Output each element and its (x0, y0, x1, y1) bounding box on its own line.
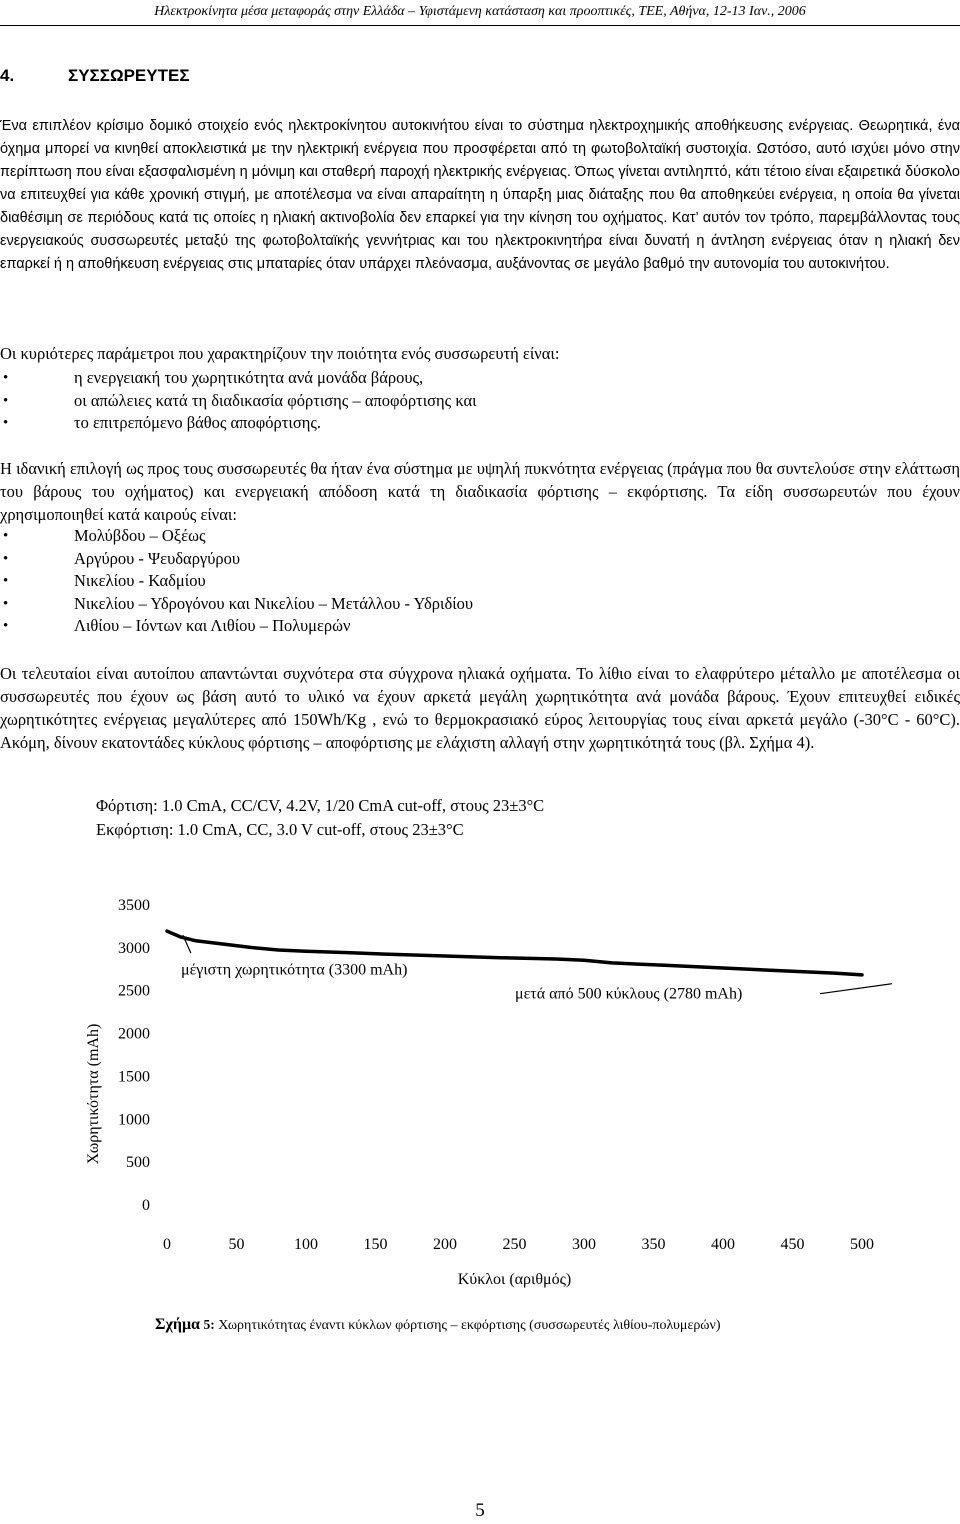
x-tick-label: 100 (294, 1236, 318, 1253)
paragraph-ideal-choice: Η ιδανική επιλογή ως προς τους συσσωρευτές θα ήταν ένα σύστημα με υψηλή πυκνότητα ενέργειας (πράγμα που θα συντελούσε στην ελάττωση του βάρους του οχήματος) και ενεργειακή απόδοση κατά τη διαδικασία φόρτισης – εκφόρτισης. Τα είδη συσσωρευτών που έχουν χρησιμοποιηθεί κατά καιρούς είναι: (0, 459, 960, 524)
section-title: ΣΥΣΣΩΡΕΥΤΕΣ (68, 66, 190, 85)
y-axis-label: Χωρητικότητα (mAh) (85, 1023, 102, 1165)
bullet: • (3, 573, 9, 590)
capacity-chart (0, 870, 960, 1300)
x-tick-label: 500 (850, 1236, 874, 1253)
x-tick-label: 0 (163, 1236, 171, 1253)
chart-annotations (181, 935, 892, 1003)
figure-caption (155, 1316, 721, 1334)
paragraph-parameters-intro: Οι κυριότερες παράμετροι που χαρακτηρίζουν την ποιότητα ενός συσσωρευτή είναι: (0, 344, 560, 363)
x-tick-label: 400 (711, 1236, 735, 1253)
section-number: 4. (0, 66, 15, 85)
x-tick-label: 200 (433, 1236, 457, 1253)
x-tick-label: 350 (641, 1236, 666, 1253)
bullet: • (3, 550, 9, 567)
paragraph-storage: Ένα επιπλέον κρίσιμο δομικό στοιχείο ενός ηλεκτροκίνητου αυτοκινήτου είναι το σύστημα ηλεκτροχημικής αποθήκευσης ενέργειας. Θεωρητικά, ένα όχημα μπορεί να κινηθεί αποκλειστικά με την ηλεκτρική ενέργεια που προσφέρεται από τη φωτοβολταϊκή συστοιχία. Ωστόσο, αυτό ισχύει μόνο στην περίπτωση που είναι εξασφαλισμένη η μόνιμη και σταθερή παροχή ηλεκτρικής ενέργειας. Όπως γίνεται αντιληπτό, κάτι τέτοιο είναι εξαιρετικά δύσκολο να επιτευχθεί για κάθε χρονική στιγμή, με αποτέλεσμα να είναι απαραίτητη η ύπαρξη μιας διάταξης που θα αποθηκεύει ενέργεια, η οποία θα γίνεται διαθέσιμη σε περιόδους κατά τις οποίες η ηλιακή ακτινοβολία δεν επαρκεί για την κίνηση του οχήματος. Κατ’ αυτόν τον τρόπο, παρεμβάλλοντας τους ενεργειακούς συσσωρευτές μεταξύ της φωτοβολταϊκής γεννήτριας και του ηλεκτροκινητήρα είναι δυνατή η άντληση ενέργειας όταν η ηλιακή δεν επαρκεί ή η αποθήκευση ενέργειας στις μπαταρίες όταν υπάρχει πλεόνασμα, αυξάνοντας σε μεγάλο βαθμό την αυτονομία του αυτοκινήτου. (0, 118, 960, 272)
charge-conditions: Φόρτιση: 1.0 CmA, CC/CV, 4.2V, 1/20 CmA cut-off, στους 23±3°C (96, 796, 545, 815)
paragraph-lithium: Οι τελευταίοι είναι αυτοίπου απαντώνται συχνότερα στα σύγχρονα ηλιακά οχήματα. Το λίθιο είναι το ελαφρύτερο μέταλλο με αποτέλεσμα οι συσσωρευτές που έχουν ως βάση αυτό το υλικό να έχουν αρκετά μεγάλη χωρητικότητα ανά μονάδα βάρους. Έχουν επιτευχθεί ειδικές χωρητικότητες ενέργειας μεγαλύτερες από 150Wh/Kg , ενώ το θερμοκρασιακό εύρος λειτουργίας τους είναι αρκετά μεγάλο (-30°C - 60°C). Ακόμη, δίνουν εκατοντάδες κύκλους φόρτισης – αποφόρτισης με ελάχιστη αλλαγή στην χωρητικότητά τους (βλ. Σχήμα 4). (0, 664, 960, 752)
annotation-after-500-cycles: μετά από 500 κύκλους (2780 mAh) (515, 985, 743, 1003)
x-tick-label: 250 (502, 1236, 527, 1253)
y-tick-label: 0 (142, 1197, 150, 1214)
bullet: • (3, 392, 9, 409)
annotation-max-capacity: μέγιστη χωρητικότητα (3300 mAh) (181, 961, 408, 979)
bullet: • (3, 528, 9, 544)
caption-label: Σχήμα (155, 1316, 200, 1333)
y-tick-label: 1000 (118, 1111, 150, 1129)
y-tick-label: 3000 (118, 939, 150, 957)
bullet: • (3, 370, 9, 386)
bullet: • (3, 618, 9, 635)
x-tick-label: 150 (363, 1236, 388, 1253)
caption-number: 5: (203, 1317, 215, 1332)
running-header: Ηλεκτροκίνητα μέσα μεταφοράς στην Ελλάδα – Υφιστάμενη κατάσταση και προοπτικές, ΤΕΕ, Αθήνα, 12-13 Ιαν., 2006 (154, 4, 806, 19)
x-axis-label: Κύκλοι (αριθμός) (457, 1271, 572, 1288)
caption-text: Χωρητικότητας έναντι κύκλων φόρτισης – εκφόρτισης (συσσωρευτές λιθίου-πολυμερών) (218, 1318, 721, 1333)
y-tick-label: 3500 (118, 897, 150, 914)
x-tick-label: 450 (780, 1236, 805, 1253)
y-tick-label: 2000 (118, 1025, 150, 1043)
header-rule (0, 25, 960, 26)
page-number: 5 (475, 1500, 485, 1521)
section-heading (0, 66, 190, 86)
bullet: • (3, 415, 9, 432)
annotation-pointer (820, 984, 892, 994)
x-tick-label: 50 (228, 1236, 245, 1253)
y-tick-label: 500 (126, 1154, 150, 1172)
bullet: • (3, 595, 9, 612)
y-tick-label: 1500 (118, 1068, 150, 1086)
y-tick-label: 2500 (118, 982, 150, 1000)
discharge-conditions: Εκφόρτιση: 1.0 CmA, CC, 3.0 V cut-off, στους 23±3°C (96, 820, 464, 839)
x-tick-label: 300 (572, 1236, 596, 1253)
